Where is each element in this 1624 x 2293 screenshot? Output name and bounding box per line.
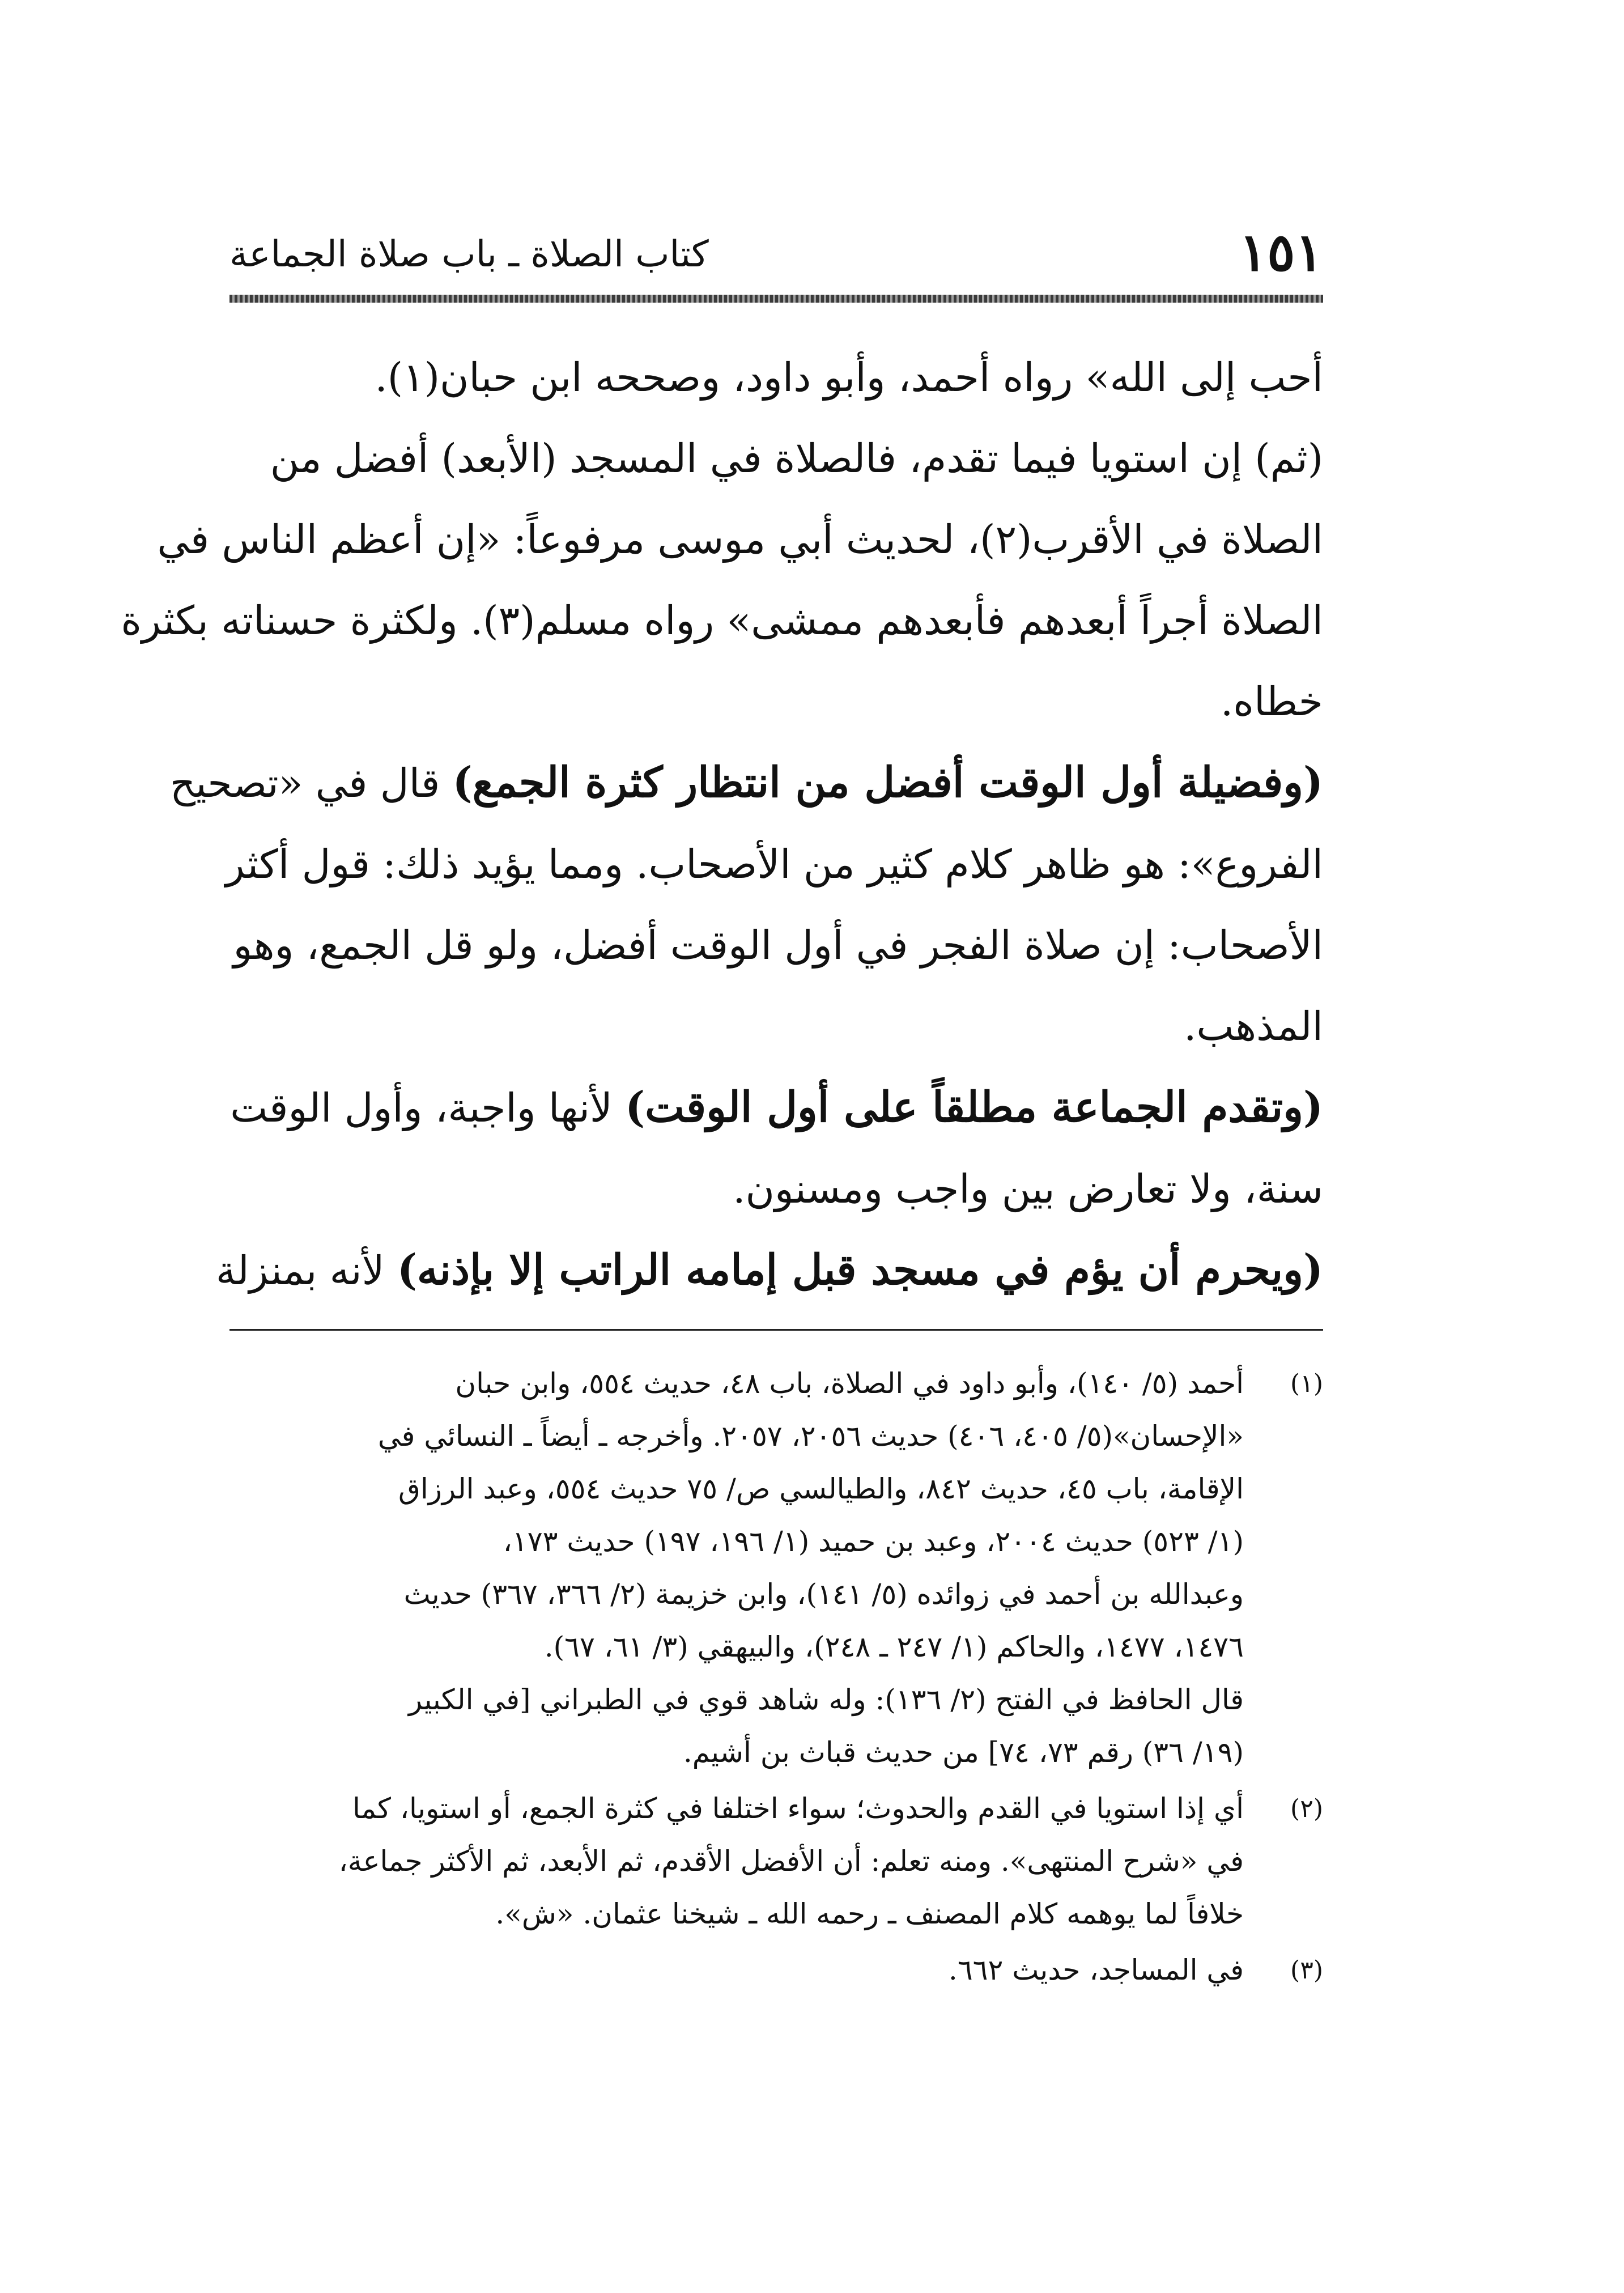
- page-number: ١٥١: [1239, 222, 1323, 283]
- footnote-line: قال الحافظ في الفتح (٢/ ١٣٦): وله شاهد قوي في الطبراني [في الكبير: [409, 1683, 1244, 1716]
- footnote-line: (١٩/ ٣٦) رقم ٧٣، ٧٤] من حديث قباث بن أشيم.: [683, 1736, 1244, 1769]
- running-title: كتاب الصلاة ـ باب صلاة الجماعة: [229, 233, 709, 275]
- footnote-line: في المساجد، حديث ٦٦٢.: [948, 1954, 1244, 1986]
- text-line: (ثم) إن استويا فيما تقدم، فالصلاة في المسجد (الأبعد) أفضل من: [270, 435, 1323, 482]
- footnote-line: (١/ ٥٢٣) حديث ٢٠٠٤، وعبد بن حميد (١/ ١٩٦، ١٩٧) حديث ١٧٣،: [503, 1525, 1244, 1558]
- footnote: [229, 1357, 1323, 1779]
- footnote-line: في «شرح المنتهى». ومنه تعلم: أن الأفضل الأقدم، ثم الأبعد، ثم الأكثر جماعة،: [338, 1845, 1244, 1878]
- footnote: [229, 1782, 1323, 1940]
- text-line: [229, 1067, 1323, 1149]
- paragraph: [215, 1230, 1323, 1311]
- text-line: [169, 742, 1323, 824]
- matn-text: (وفضيلة أول الوقت أفضل من انتظار كثرة الجمع): [452, 758, 1323, 807]
- footnote-line: «الإحسان»(٥/ ٤٠٥، ٤٠٦) حديث ٢٠٥٦، ٢٠٥٧. وأخرجه ـ أيضاً ـ النسائي في: [377, 1420, 1244, 1453]
- text-line: [215, 1230, 1323, 1311]
- matn-text: (وتقدم الجماعة مطلقاً على أول الوقت): [625, 1083, 1323, 1132]
- footnote-number: (١): [1290, 1369, 1323, 1398]
- footnote-line: الإقامة، باب ٤٥، حديث ٨٤٢، والطيالسي ص/ ٧٥ حديث ٥٥٤، وعبد الرزاق: [398, 1472, 1244, 1505]
- footnote: [229, 1944, 1323, 1997]
- footnote-divider: [229, 1329, 1323, 1331]
- header-divider: [229, 295, 1323, 303]
- running-header: [229, 224, 1323, 281]
- text-line: الفروع»: هو ظاهر كلام كثير من الأصحاب. ومما يؤيد ذلك: قول أكثر: [225, 841, 1323, 888]
- footnote-number: (٢): [1290, 1794, 1323, 1823]
- text-line: الأصحاب: إن صلاة الفجر في أول الوقت أفضل، ولو قل الجمع، وهو: [233, 922, 1323, 969]
- text-line: الصلاة أجراً أبعدهم فأبعدهم ممشى» رواه مسلم(٣). ولكثرة حسناته بكثرة: [121, 597, 1323, 644]
- paragraph: [229, 337, 1323, 418]
- footnote-number: (٣): [1290, 1956, 1323, 1985]
- text-line: الصلاة في الأقرب(٢)، لحديث أبي موسى مرفوعاً: «إن أعظم الناس في: [157, 516, 1323, 563]
- text-line: سنة، ولا تعارض بين واجب ومسنون.: [733, 1166, 1323, 1212]
- footnote-line: أحمد (٥/ ١٤٠)، وأبو داود في الصلاة، باب ٤٨، حديث ٥٥٤، وابن حبان: [455, 1367, 1244, 1400]
- text-line: خطاه.: [1221, 678, 1323, 725]
- commentary-text: قال في «تصحيح: [169, 760, 453, 806]
- footnotes: [229, 1357, 1323, 1997]
- paragraph: [169, 742, 1323, 1067]
- matn-text: (ويحرم أن يؤم في مسجد قبل إمامه الراتب إلا بإذنه): [397, 1246, 1323, 1294]
- text-line: أحب إلى الله» رواه أحمد، وأبو داود، وصححه ابن حبان(١).: [375, 354, 1323, 401]
- footnote-line: خلافاً لما يوهمه كلام المصنف ـ رحمه الله ـ شيخنا عثمان. «ش».: [495, 1897, 1244, 1930]
- commentary-text: لأنها واجبة، وأول الوقت: [230, 1085, 626, 1131]
- footnote-line: وعبدالله بن أحمد في زوائده (٥/ ١٤١)، وابن خزيمة (٢/ ٣٦٦، ٣٦٧) حديث: [403, 1578, 1244, 1611]
- text-line: المذهب.: [1184, 1003, 1323, 1050]
- commentary-text: لأنه بمنزلة: [215, 1247, 397, 1294]
- paragraph: [229, 1067, 1323, 1230]
- main-text: [121, 337, 1323, 1311]
- footnote-line: ١٤٧٦، ١٤٧٧، والحاكم (١/ ٢٤٧ ـ ٢٤٨)، والبيهقي (٣/ ٦١، ٦٧).: [544, 1630, 1244, 1663]
- footnote-line: أي إذا استويا في القدم والحدوث؛ سواء اختلفا في كثرة الجمع، أو استويا، كما: [352, 1792, 1244, 1825]
- paragraph: [121, 418, 1323, 742]
